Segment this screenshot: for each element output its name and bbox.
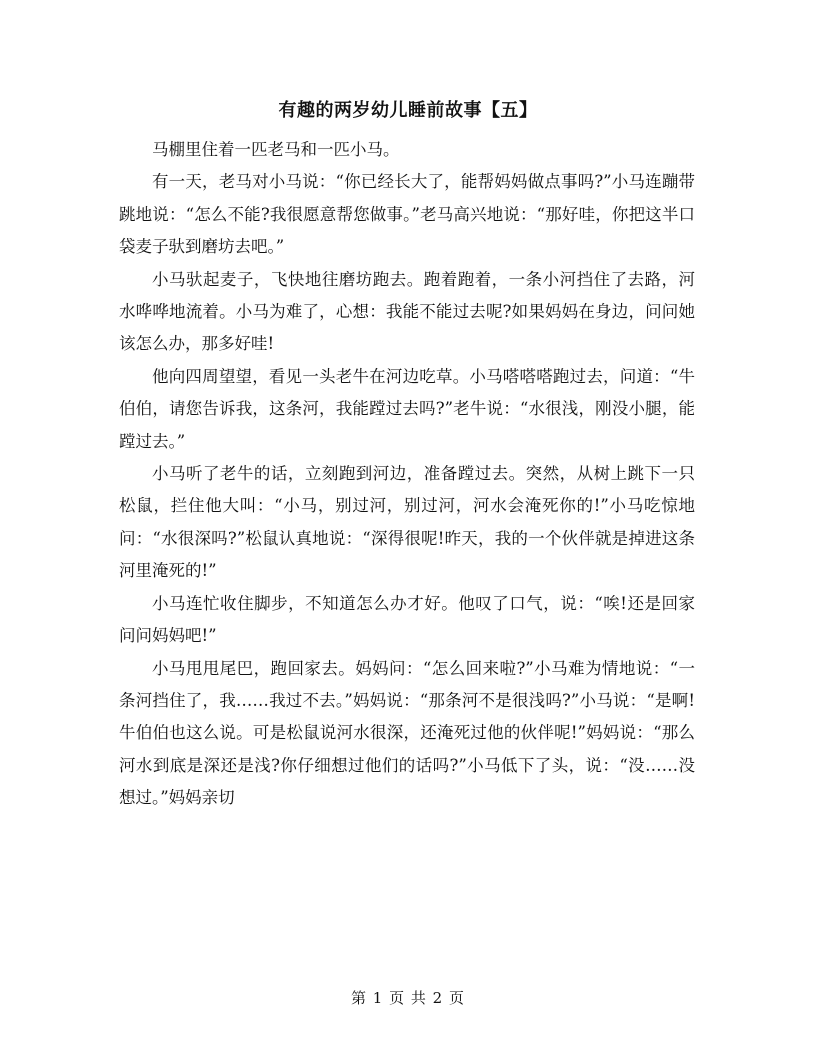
paragraph: 小马连忙收住脚步，不知道怎么办才好。他叹了口气，说：“唉!还是回家问问妈妈吧!” bbox=[119, 593, 695, 646]
paragraph: 小马驮起麦子，飞快地往磨坊跑去。跑着跑着，一条小河挡住了去路，河水哗哗地流着。小马为难了，心想：我能不能过去呢?如果妈妈在身边，问问她该怎么办，那多好哇! bbox=[119, 269, 695, 354]
page-footer: 第 1 页 共 2 页 bbox=[351, 989, 465, 1007]
paragraph: 马棚里住着一匹老马和一匹小马。 bbox=[152, 140, 400, 159]
paragraph: 小马听了老牛的话，立刻跑到河边，准备蹚过去。突然，从树上跳下一只松鼠，拦住他大叫：“小马，别过河，别过河，河水会淹死你的!”小马吃惊地问：“水很深吗?”松鼠认真地说：“深得很呢!昨天，我的一个伙伴就是掉进这条河里淹死的!” bbox=[119, 464, 695, 581]
story-body bbox=[119, 134, 695, 815]
paragraph: 小马甩甩尾巴，跑回家去。妈妈问：“怎么回来啦?”小马难为情地说：“一条河挡住了，我……我过不去。”妈妈说：“那条河不是很浅吗?”小马说：“是啊!牛伯伯也这么说。可是松鼠说河水很深，还淹死过他的伙伴呢!”妈妈说：“那么河水到底是深还是浅?你仔细想过他们的话吗?”小马低下了头，说：“没……没想过。”妈妈亲切 bbox=[119, 658, 695, 808]
page-title: 有趣的两岁幼儿睡前故事【五】 bbox=[278, 100, 538, 121]
paragraph: 有一天，老马对小马说：“你已经长大了，能帮妈妈做点事吗?”小马连蹦带跳地说：“怎么不能?我很愿意帮您做事。”老马高兴地说：“那好哇，你把这半口袋麦子驮到磨坊去吧。” bbox=[119, 172, 695, 257]
paragraph: 他向四周望望，看见一头老牛在河边吃草。小马嗒嗒嗒跑过去，问道：“牛伯伯，请您告诉我，这条河，我能蹚过去吗?”老牛说：“水很浅，刚没小腿，能蹚过去。” bbox=[119, 366, 695, 451]
